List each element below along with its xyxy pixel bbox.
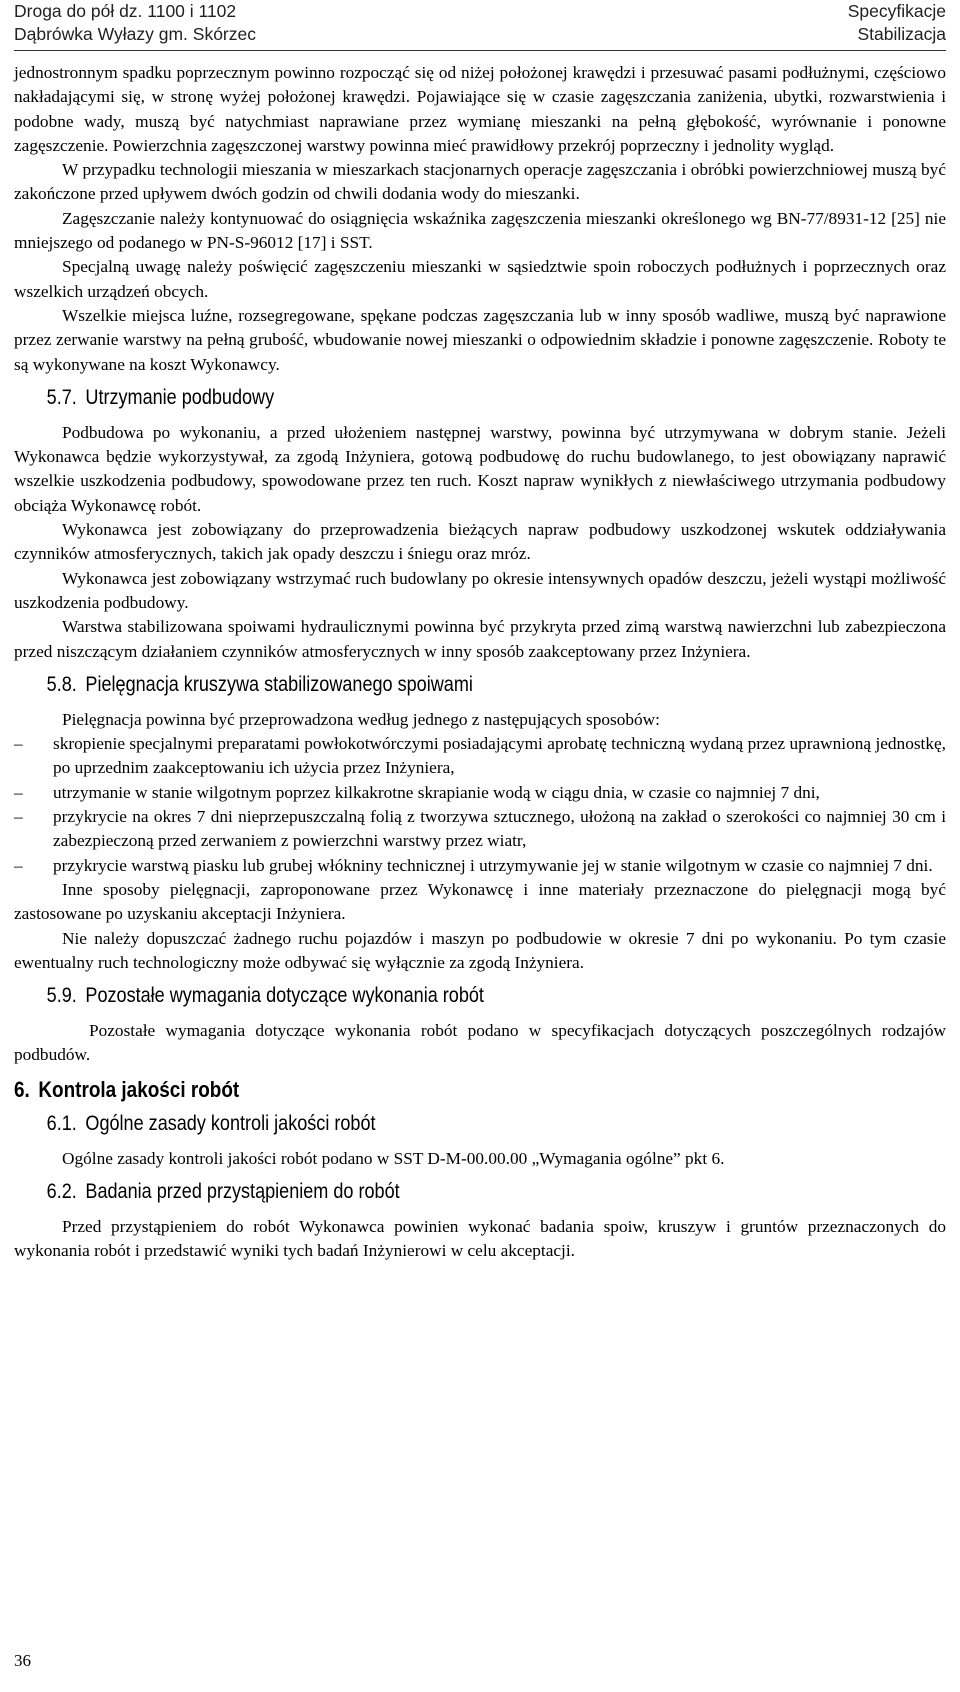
header-doc-type: Specyfikacje: [847, 1, 946, 21]
section-number: 6.2.: [46, 1179, 77, 1203]
paragraph: Specjalną uwagę należy poświęcić zagęszczeniu mieszanki w sąsiedztwie spoin roboczych podłużnych i poprzecznych oraz wszelkich urządzeń obcych.: [14, 257, 946, 301]
header-road-title: Droga do pół dz. 1100 i 1102: [14, 1, 237, 21]
paragraph: Inne sposoby pielęgnacji, zaproponowane przez Wykonawcę i inne materiały przeznaczone do pielęgnacji mogą być zastosowane po uzyskaniu akceptacji Inżyniera.: [14, 879, 946, 924]
list-item: [14, 781, 946, 805]
dash-bullet: –: [14, 855, 23, 875]
list-item-text: utrzymanie w stanie wilgotnym poprzez kilkakrotne skrapianie wodą w ciągu dnia, w czasie co najmniej 7 dni,: [53, 782, 820, 802]
paragraph: Podbudowa po wykonaniu, a przed ułożeniem następnej warstwy, powinna być utrzymywana w dobrym stanie. Jeżeli Wykonawca będzie wykorzystywał, za zgodą Inżyniera, gotową podbudowę do ruchu budowlanego, to jest obowiązany naprawić wszelkie uszkodzenia podbudowy, spowodowane przez ten ruch. Koszt napraw wynikłych z niewłaściwego utrzymania podbudowy obciąża Wykonawcę robót.: [14, 422, 946, 515]
list-item-text: przykrycie warstwą piasku lub grubej włókniny technicznej i utrzymywanie jej w stanie wilgotnym w czasie co najmniej 7 dni.: [53, 855, 933, 875]
section-heading-6: [14, 1076, 816, 1103]
header-section: Stabilizacja: [857, 24, 946, 44]
page-number: 36: [14, 1651, 31, 1670]
section-number: 6.1.: [46, 1111, 77, 1135]
paragraph: Zagęszczanie należy kontynuować do osiągnięcia wskaźnika zagęszczenia mieszanki określonego wg BN-77/8931-12 [25] nie mniejszego od podanego w PN-S-96012 [17] i SST.: [14, 208, 946, 253]
paragraph: Pielęgnacja powinna być przeprowadzona według jednego z następujących sposobów:: [62, 709, 660, 729]
section-title: Pozostałe wymagania dotyczące wykonania robót: [85, 984, 484, 1008]
section-title: Badania przed przystąpieniem do robót: [85, 1179, 400, 1203]
dash-bullet: –: [14, 807, 23, 827]
paragraph: jednostronnym spadku poprzecznym powinno rozpocząć się od niżej położonej krawędzi i przesuwać pasami podłużnymi, częściowo nakładającymi się, w stronę wyżej położonej krawędzi. Pojawiające się w czasie zagęszczania zaniżenia, ubytki, rozwarstwienia i podobne wady, muszą być natychmiast naprawiane przez wymianę mieszanki na pełną głębokość, wyrównanie i ponowne zagęszczenie. Powierzchnia zagęszczonej warstwy powinna mieć prawidłowy przekrój poprzeczny i jednolity wygląd.: [14, 63, 946, 155]
paragraph: Przed przystąpieniem do robót Wykonawca powinien wykonać badania spoiw, kruszyw i gruntów przeznaczonych do wykonania robót i przedstawić wyniki tych badań Inżynierowi w celu akceptacji.: [14, 1216, 946, 1261]
paragraph: Warstwa stabilizowana spoiwami hydraulicznymi powinna być przykryta przed zimą warstwą nawierzchni lub zabezpieczona przed niszczącym działaniem czynników atmosferycznych w inny sposób zaakceptowany przez Inżyniera.: [14, 617, 946, 661]
section-title: Kontrola jakości robót: [38, 1076, 240, 1102]
paragraph: Pozostałe wymagania dotyczące wykonania robót podano w specyfikacjach dotyczących poszczególnych rodzajów podbudów.: [14, 1021, 946, 1065]
page-header: [14, 0, 946, 50]
paragraph: Nie należy dopuszczać żadnego ruchu pojazdów i maszyn po podbudowie w okresie 7 dni po wykonaniu. Po tym czasie ewentualny ruch technologiczny może odbywać się wyłącznie za zgodą Inżyniera.: [14, 928, 946, 972]
section-heading-6-2: [14, 1179, 816, 1205]
section-number: 5.8.: [46, 672, 77, 696]
section-title: Pielęgnacja kruszywa stabilizowanego spoiwami: [85, 672, 473, 696]
header-location: Dąbrówka Wyłazy gm. Skórzec: [14, 24, 256, 44]
header-right: [848, 0, 946, 46]
section-number: 6.: [14, 1076, 30, 1102]
list-item-text: przykrycie na okres 7 dni nieprzepuszczalną folią z tworzywa sztucznego, ułożoną na zakład o szerokości co najmniej 30 cm i zabezpieczoną przed zerwaniem z powierzchni warstwy przez wiatr,: [53, 807, 946, 851]
dash-bullet: –: [14, 782, 23, 802]
section-number: 5.9.: [46, 984, 77, 1008]
section-heading-6-1: [14, 1111, 816, 1137]
section-heading-5-9: [14, 983, 816, 1009]
paragraph: W przypadku technologii mieszania w mieszarkach stacjonarnych operacje zagęszczania i obróbki powierzchniowej muszą być zakończone przed upływem dwóch godzin od chwili dodania wody do mieszanki.: [14, 160, 946, 204]
section-heading-5-7: [14, 385, 816, 411]
header-divider: [14, 50, 946, 51]
section-heading-5-8: [14, 672, 816, 698]
paragraph: Wykonawca jest zobowiązany wstrzymać ruch budowlany po okresie intensywnych opadów deszczu, jeżeli wystąpi możliwość uszkodzenia podbudowy.: [14, 568, 946, 612]
list-item-text: skropienie specjalnymi preparatami powłokotwórczymi posiadającymi aprobatę techniczną wydaną przez uprawnioną jednostkę, po uprzednim zaakceptowaniu ich użycia przez Inżyniera,: [53, 734, 946, 778]
section-number: 5.7.: [46, 385, 77, 409]
care-methods-list: [14, 732, 946, 878]
dash-bullet: –: [14, 734, 23, 754]
header-left: [14, 0, 256, 46]
section-title: Utrzymanie podbudowy: [85, 385, 275, 409]
list-item: [14, 732, 946, 781]
list-item: [14, 854, 946, 878]
paragraph: Ogólne zasady kontroli jakości robót podano w SST D-M-00.00.00 „Wymagania ogólne” pkt 6.: [62, 1148, 725, 1168]
list-item: [14, 805, 946, 854]
paragraph: Wszelkie miejsca luźne, rozsegregowane, spękane podczas zagęszczania lub w inny sposób wadliwe, muszą być naprawione przez zerwanie warstwy na pełną grubość, wbudowanie nowej mieszanki o odpowiednim składzie i ponowne zagęszczenie. Roboty te są wykonywane na koszt Wykonawcy.: [14, 305, 946, 374]
document-body: [14, 61, 946, 1264]
paragraph: Wykonawca jest zobowiązany do przeprowadzenia bieżących napraw podbudowy uszkodzonej wskutek oddziaływania czynników atmosferycznych, takich jak opady deszczu i śniegu oraz mróz.: [14, 520, 946, 564]
section-title: Ogólne zasady kontroli jakości robót: [85, 1111, 376, 1135]
